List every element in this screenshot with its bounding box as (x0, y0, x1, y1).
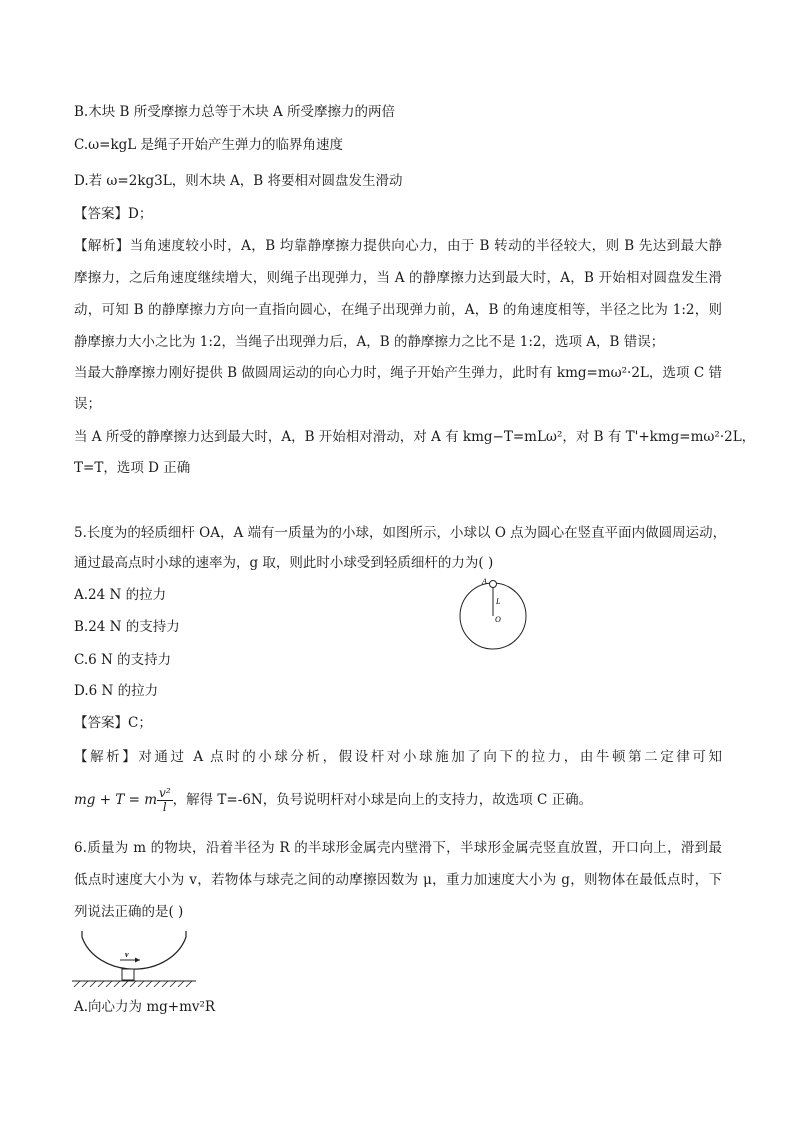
q4-analysis-line: 当 A 所受的静摩擦力达到最大时，A，B 开始相对滑动，对 A 有 kmg−T=mLω²，对 B 有 T'+kmg=mω²·2L， (74, 429, 756, 445)
q4-analysis-line: 摩擦力，之后角速度继续增大，则绳子出现弹力，当 A 的静摩擦力达到最大时，A，B 开始相对圆盘发生滑 (74, 270, 722, 286)
label-v: v (125, 950, 129, 959)
q4-analysis-line: 误； (74, 396, 101, 412)
block (122, 969, 134, 980)
q5-stem-line: 5.长度为的轻质细杆 OA，A 端有一质量为的小球，如图所示，小球以 O 点为圆心在竖直平面内做圆周运动， (74, 525, 727, 541)
q5-stem-line: 通过最高点时小球的速率为，g 取，则此时小球受到轻质细杆的力为( ) (74, 555, 494, 571)
label-l: L (496, 597, 501, 606)
q4-option-b: B.木块 B 所受摩擦力总等于木块 A 所受摩擦力的两倍 (74, 104, 396, 120)
q5-analysis-line: 【解析】对通过 A 点时的小球分析，假设杆对小球施加了向下的拉力，由牛顿第二定律可知 (74, 749, 722, 765)
q6-option-a: A.向心力为 mg+mv²R (74, 999, 216, 1015)
q5-option-c: C.6 N 的支持力 (74, 652, 172, 668)
q6-stem-line: 列说法正确的是( ) (74, 904, 184, 920)
q5-answer: 【答案】C； (74, 715, 152, 731)
q4-analysis-line: 当最大静摩擦力刚好提供 B 做圆周运动的向心力时，绳子开始产生弹力，此时有 kmg=mω²·2L，选项 C 错 (74, 365, 722, 381)
formula-numerator: v² (159, 786, 171, 800)
q5-analysis-tail: ，解得 T=-6N，负号说明杆对小球是向上的支持力，故选项 C 正确。 (172, 792, 593, 808)
formula-fraction (157, 787, 173, 814)
q4-option-c: C.ω=kgL 是绳子开始产生弹力的临界角速度 (74, 137, 344, 153)
q6-hemisphere-figure (70, 927, 200, 989)
q4-analysis-line: 【解析】当角速度较小时，A，B 均靠静摩擦力提供向心力，由于 B 转动的半径较大，则 B 先达到最大静 (74, 238, 722, 254)
q5-option-a: A.24 N 的拉力 (74, 587, 167, 603)
hemisphere-shell (82, 931, 186, 969)
q4-analysis-line: T=T，选项 D 正确 (74, 460, 191, 476)
q5-option-d: D.6 N 的拉力 (74, 683, 159, 699)
velocity-arrowhead (135, 958, 140, 963)
q5-formula-line (74, 784, 592, 816)
q4-option-d: D.若 ω=2kg3L，则木块 A，B 将要相对圆盘发生滑动 (74, 173, 403, 189)
ball-marker (490, 581, 497, 588)
q4-analysis-line: 动，可知 B 的静摩擦力方向一直指向圆心，在绳子出现弹力前，A，B 的角速度相等，半径之比为 1:2，则 (74, 302, 722, 318)
q5-rod-circle-figure (455, 574, 535, 654)
q6-stem-line: 6.质量为 m 的物块，沿着半径为 R 的半球形金属壳内壁滑下，半球形金属壳竖直放置，开口向上，滑到最 (74, 840, 722, 856)
formula-denominator: l (162, 800, 167, 814)
q4-analysis-line: 静摩擦力大小之比为 1:2，当绳子出现弹力后，A，B 的静摩擦力之比不是 1:2，选项 A，B 错误； (74, 334, 665, 350)
q5-option-b: B.24 N 的支持力 (74, 619, 180, 635)
q6-stem-line: 低点时速度大小为 v，若物体与球壳之间的动摩擦因数为 μ，重力加速度大小为 g，则物体在最低点时，下 (74, 872, 722, 888)
label-o: O (495, 615, 501, 624)
formula-left: mg + T = m (74, 792, 158, 808)
ground-hatching (74, 981, 192, 987)
label-a: A (482, 577, 487, 586)
q4-answer: 【答案】D； (74, 206, 153, 222)
